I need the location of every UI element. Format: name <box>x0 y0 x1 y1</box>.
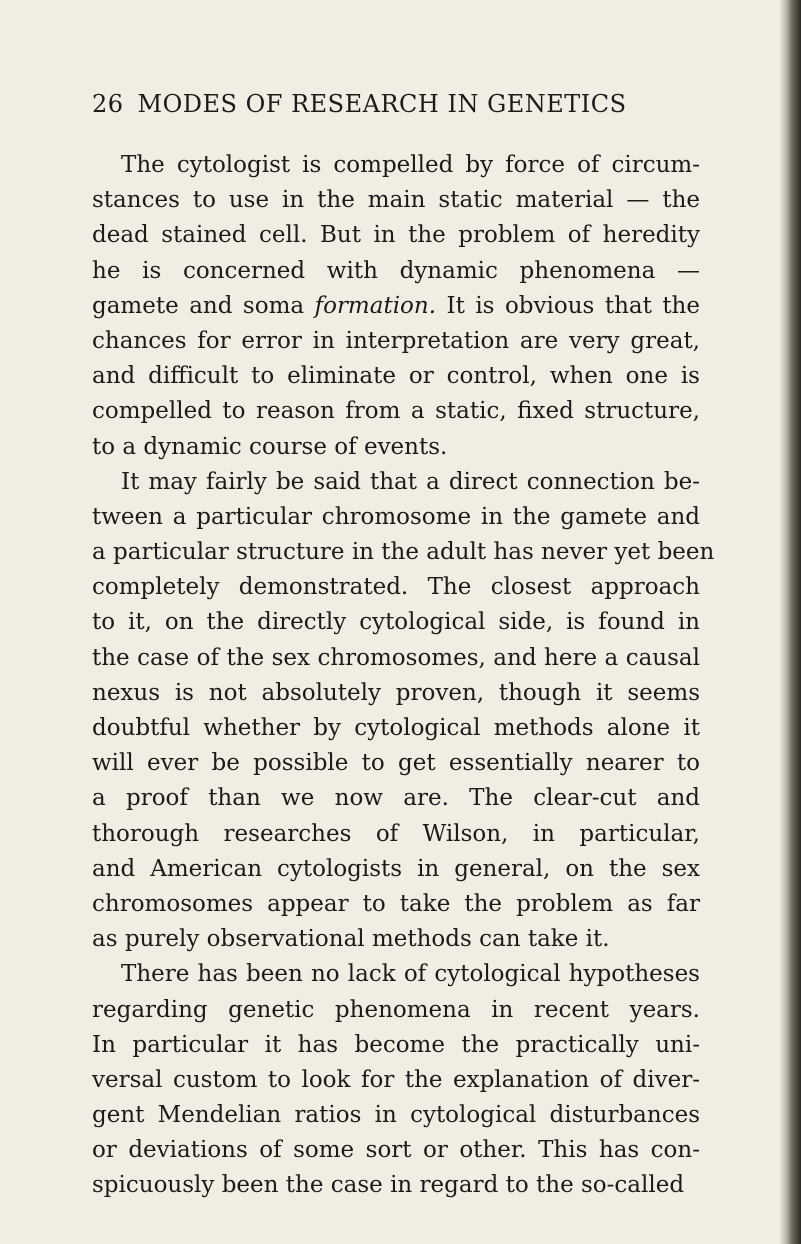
running-title: MODES OF RESEARCH IN GENETICS <box>137 90 627 118</box>
text-line: he is concerned with dynamic phenomena — <box>92 257 700 284</box>
text-line: dead stained cell. But in the problem of heredity <box>92 222 700 249</box>
text-line: a particular structure in the adult has never yet been <box>92 539 715 566</box>
text-line: compelled to reason from a static, fixed structure, <box>92 398 700 425</box>
text-line: There has been no lack of cytological hypotheses <box>121 961 700 988</box>
text-line: as purely observational methods can take it. <box>92 926 610 953</box>
text-line: and American cytologists in general, on the sex <box>92 855 700 882</box>
page-number: 26 <box>92 90 124 118</box>
text-line: chances for error in interpretation are very great, <box>92 327 700 354</box>
page-edge-shadow <box>779 0 801 1244</box>
text-line: to a dynamic course of events. <box>92 433 448 460</box>
text-line: thorough researches of Wilson, in particular, <box>92 820 700 847</box>
text-line: It may fairly be said that a direct connection be- <box>121 468 700 495</box>
text-line: In particular it has become the practically uni- <box>92 1031 700 1058</box>
paragraph <box>92 148 700 465</box>
body-text <box>92 148 715 1204</box>
text-line: a proof than we now are. The clear-cut and <box>92 785 700 812</box>
text-line: spicuously been the case in regard to the so-called <box>92 1172 685 1199</box>
text-line: to it, on the directly cytological side, is found in <box>92 609 700 636</box>
text-line: gent Mendelian ratios in cytological disturbances <box>92 1102 700 1129</box>
text-line: completely demonstrated. The closest approach <box>92 574 700 601</box>
text-line: gamete and soma formation. It is obvious that the <box>92 292 700 319</box>
text-line: will ever be possible to get essentially nearer to <box>92 750 700 777</box>
text-line: versal custom to look for the explanation of diver- <box>92 1066 700 1093</box>
text-line: the case of the sex chromosomes, and here a causal <box>92 644 700 671</box>
italic-term: formation. <box>314 292 437 319</box>
text-line: The cytologist is compelled by force of circum- <box>121 152 700 178</box>
text-line: tween a particular chromosome in the gamete and <box>92 503 700 530</box>
text-line: doubtful whether by cytological methods alone it <box>92 715 700 741</box>
paragraph <box>92 465 715 958</box>
text-line: chromosomes appear to take the problem as far <box>92 890 700 917</box>
text-line: stances to use in the main static material — the <box>92 187 700 214</box>
running-header <box>92 90 692 118</box>
paragraph <box>92 957 700 1203</box>
text-line: nexus is not absolutely proven, though it seems <box>92 679 700 706</box>
text-line: or deviations of some sort or other. This has con- <box>92 1137 700 1164</box>
text-line: regarding genetic phenomena in recent years. <box>92 996 700 1023</box>
text-line: and difficult to eliminate or control, when one is <box>92 363 700 390</box>
